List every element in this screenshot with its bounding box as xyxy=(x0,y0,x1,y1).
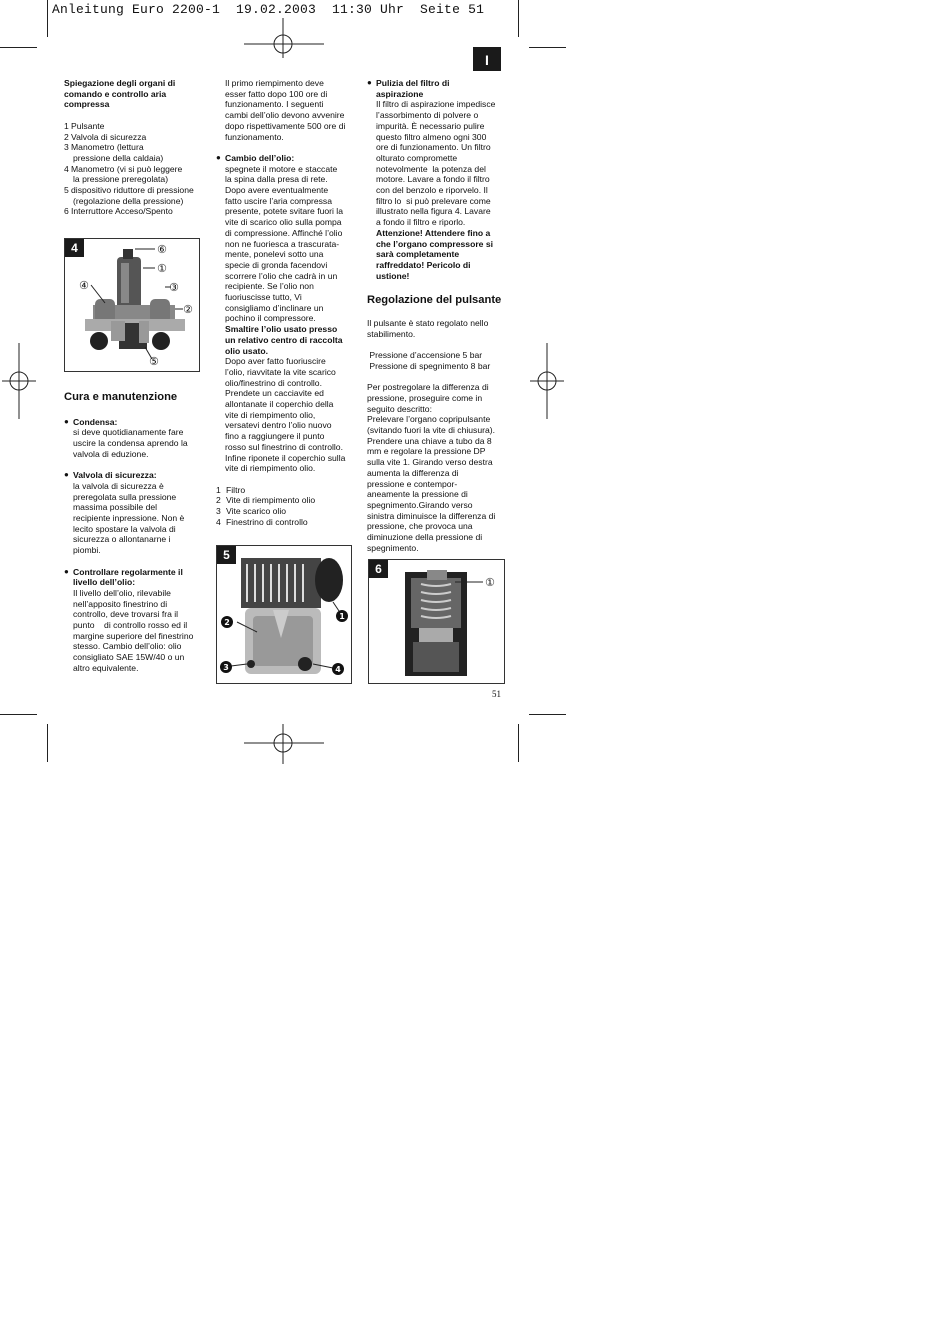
text-line: Prendete un cacciavite ed xyxy=(225,388,324,399)
registration-mark-right-icon xyxy=(530,343,564,419)
text-line: (svitando fuori la vite di chiusura). xyxy=(367,425,496,436)
callout-2: 2 xyxy=(224,618,230,627)
text-line: sinistra diminuisce la differenza di xyxy=(367,510,496,521)
text-line: rosso sul finestrino di controllo. xyxy=(225,441,343,452)
text-line: spegnete il motore e staccate xyxy=(225,163,338,174)
text-line: preregolata sulla pressione xyxy=(73,491,177,502)
text-line-bold: olio usato. xyxy=(225,345,268,356)
text-line: controllo, deve trovarsi fra il xyxy=(73,609,179,620)
text-line: consigliato SAE 15W/40 o un xyxy=(73,652,185,663)
list-item: 4 Manometro (vi si può leggere xyxy=(64,163,183,174)
text-line: seguito descritto: xyxy=(367,403,432,414)
crop-mark xyxy=(518,724,519,762)
text-line-bold: Smaltire l’olio usato presso xyxy=(225,324,338,335)
pressure-on-line: Pressione d’accensione 5 bar xyxy=(367,350,483,361)
pulizia-title: ● Pulizia del filtro di xyxy=(367,78,509,89)
column-2 xyxy=(216,78,358,528)
text-line: valvola di eduzione. xyxy=(73,448,149,459)
callout-1: 1 xyxy=(339,612,345,621)
text-line: motore. Lavare a fondo il filtro xyxy=(376,174,490,185)
column-1-lower xyxy=(64,392,206,674)
warning-line: Attenzione! Attendere fino a xyxy=(376,227,491,238)
text-line: nell’apposito finestrino di xyxy=(73,598,168,609)
text-line: Il filtro di aspirazione impedisce xyxy=(376,99,496,110)
text-line: fatto uscire l’aria compressa xyxy=(225,195,332,206)
text-line: non ne fuoriesca a trascurata- xyxy=(225,238,340,249)
column-1 xyxy=(64,78,206,217)
text-line: illustrato nella figura 4. Lavare xyxy=(376,206,491,217)
pressure-switch-open-illustration xyxy=(369,560,504,683)
text-line: vite di riempimento olio, xyxy=(225,409,316,420)
section-title-regolazione: Regolazione del pulsante xyxy=(367,294,502,307)
text-line: l’olio, riavvitate la vite scarico xyxy=(225,366,336,377)
cambio-title: ● Cambio dell’olio: xyxy=(216,153,358,164)
callout-2: ② xyxy=(183,303,193,316)
callout-3: 3 xyxy=(223,663,229,672)
list-item: 1 Pulsante xyxy=(64,120,105,131)
text-line: fino a raggiungere il punto xyxy=(225,431,325,442)
livello-title-cont: livello dell’olio: xyxy=(73,577,136,588)
text-line: Prelevare l’organo copripulsante xyxy=(367,414,491,425)
list-item: 4 Finestrino di controllo xyxy=(216,516,308,527)
text-line: spegnimento.Girando verso xyxy=(367,499,473,510)
list-item: 1 Filtro xyxy=(216,484,246,495)
callout-1: ① xyxy=(157,262,167,275)
livello-title: ● Controllare regolarmente il xyxy=(64,567,206,578)
text-line: altro equivalente. xyxy=(73,662,139,673)
text-line: mm e regolare la pressione DP xyxy=(367,446,486,457)
text-line: sicurezza o allontanarne i xyxy=(73,534,171,545)
text-line: la spina dalla presa di rete. xyxy=(225,174,328,185)
callout-4: ④ xyxy=(79,279,89,292)
crop-mark xyxy=(0,714,37,715)
warning-line: sarà completamente xyxy=(376,249,460,260)
text-line: diminuzione della pressione di xyxy=(367,532,483,543)
text-line: pochino il compressore. xyxy=(225,313,316,324)
callout-1: ① xyxy=(485,576,495,589)
text-line: sulla vite 1. Girando verso destra xyxy=(367,457,493,468)
text-line: scorrere l’olio che cadrà in un xyxy=(225,270,338,281)
figure-5 xyxy=(216,545,352,684)
text-line: pressione e contempor- xyxy=(367,478,458,489)
valvola-title: ● Valvola di sicurezza: xyxy=(64,470,206,481)
text-line: funzionamento. xyxy=(225,131,284,142)
text-line: recipiente. Se l’olio non xyxy=(225,281,314,292)
text-line: mente, ponelevi sotto una xyxy=(225,249,324,260)
text-line: allontanate il coperchio della xyxy=(225,399,334,410)
text-line: Dopo avere eventualmente xyxy=(225,185,329,196)
text-line: ore di funzionamento. Un filtro xyxy=(376,142,491,153)
text-line: Infine riponete il coperchio sulla xyxy=(225,452,346,463)
column-3 xyxy=(367,78,509,554)
text-line: l’assorbimento di polvere o xyxy=(376,110,479,121)
list-item: 3 Vite scarico olio xyxy=(216,506,287,517)
pressure-off-line: Pressione di spegnimento 8 bar xyxy=(367,360,491,371)
text-line: recipiente inpressione. Non è xyxy=(73,513,185,524)
callout-5: ⑤ xyxy=(149,355,159,368)
text-line: impurità. È necessario pulire xyxy=(376,120,485,131)
text-line: Il livello dell’olio, rilevabile xyxy=(73,587,171,598)
text-line: margine superiore del finestrino xyxy=(73,630,194,641)
crop-mark xyxy=(0,47,37,48)
text-line: con del benzolo e riporvelo. Il xyxy=(376,185,488,196)
callout-3: ③ xyxy=(169,281,179,294)
registration-mark-bottom-icon xyxy=(244,724,324,764)
language-tab: I xyxy=(473,47,501,71)
list-item-cont: la pressione preregolata) xyxy=(73,174,169,185)
text-line: a fondo il filtro e riporlo. xyxy=(376,217,466,228)
list-item-cont: pressione della caldaia) xyxy=(73,152,164,163)
pressure-switch-illustration xyxy=(65,239,199,371)
registration-mark-top-icon xyxy=(244,18,324,58)
crop-mark xyxy=(529,47,566,48)
text-line: Per postregolare la differenza di xyxy=(367,382,489,393)
crop-mark xyxy=(529,714,566,715)
text-line: la valvola di sicurezza è xyxy=(73,480,164,491)
warning-line: ustione! xyxy=(376,270,410,281)
text-line: olio/finestrino di controllo. xyxy=(225,377,322,388)
pulizia-title-cont: aspirazione xyxy=(376,88,424,99)
text-line: di compressione. Affinché l’olio xyxy=(225,227,343,238)
list-item: 2 Valvola di sicurezza xyxy=(64,131,147,142)
text-line: vite di riempimento olio. xyxy=(225,463,316,474)
text-line: cambi dell’olio devono avvenire xyxy=(225,110,345,121)
text-line: spegnimento. xyxy=(367,542,419,553)
figure-6 xyxy=(368,559,505,684)
figure-number: 4 xyxy=(65,239,84,257)
list-item: 3 Manometro (lettura xyxy=(64,142,144,153)
text-line: dopo rispettivamente 500 ore di xyxy=(225,120,346,131)
text-line: punto di controllo rosso ed il xyxy=(73,620,188,631)
text-line: Dopo aver fatto fuoriuscire xyxy=(225,356,326,367)
text-line: vite di scarico olio sulla pompa xyxy=(225,217,342,228)
text-line: Prendere una chiave a tubo da 8 xyxy=(367,435,492,446)
text-line: si deve quotidianamente fare xyxy=(73,427,184,438)
crop-mark xyxy=(47,0,48,37)
text-line: pressione, che provoca una xyxy=(367,521,473,532)
condensa-title: ● Condensa: xyxy=(64,417,206,428)
text-line: uscire la condensa aprendo la xyxy=(73,438,188,449)
compressor-pump-illustration xyxy=(217,546,351,683)
text-line: Il primo riempimento deve xyxy=(225,78,324,88)
text-line: specie di gronda facendovi xyxy=(225,259,328,270)
list-item: 2 Vite di riempimento olio xyxy=(216,495,316,506)
page-number: 51 xyxy=(492,689,501,699)
text-line: pressione, proseguire come in xyxy=(367,392,483,403)
text-line: olturato compromette xyxy=(376,152,458,163)
warning-line: raffreddato! Pericolo di xyxy=(376,259,471,270)
callout-6: ⑥ xyxy=(157,243,167,256)
registration-mark-left-icon xyxy=(2,343,36,419)
crop-mark xyxy=(47,724,48,762)
text-line: questo filtro almeno ogni 300 xyxy=(376,131,487,142)
intro-title-line: compressa xyxy=(64,99,110,110)
text-line: esser fatto dopo 100 ore di xyxy=(225,88,328,99)
list-item-cont: (regolazione della pressione) xyxy=(73,195,184,206)
text-line: versatevi dentro l’olio nuovo xyxy=(225,420,332,431)
text-line: fuoriuscisse tutto, Vi xyxy=(225,292,302,303)
intro-title-line: comando e controllo aria xyxy=(64,88,167,99)
warning-line: che l’organo compressore si xyxy=(376,238,494,249)
text-line: funzionamento. I seguenti xyxy=(225,99,324,110)
list-item: 6 Interruttore Acceso/Spento xyxy=(64,206,173,217)
text-line: massima possibile del xyxy=(73,502,158,513)
text-line-bold: un relativo centro di raccolta xyxy=(225,334,343,345)
intro-title-line: Spiegazione degli organi di xyxy=(64,78,176,88)
controls-list xyxy=(64,121,206,217)
print-slug-header: Anleitung Euro 2200-1 19.02.2003 11:30 Uhr Seite 51 xyxy=(52,2,485,17)
text-line: lecito spostare la valvola di xyxy=(73,523,176,534)
callout-4: 4 xyxy=(335,665,341,674)
text-line: Il pulsante è stato regolato nello xyxy=(367,318,489,329)
crop-mark xyxy=(518,0,519,37)
text-line: notevolmente la potenza del xyxy=(376,163,486,174)
text-line: filtro lo si può prelevare come xyxy=(376,195,491,206)
list-item: 5 dispositivo riduttore di pressione xyxy=(64,185,194,196)
text-line: presente, potete svitare fuori la xyxy=(225,206,343,217)
figure-number: 6 xyxy=(369,560,388,578)
section-title-maintenance: Cura e manutenzione xyxy=(64,391,178,403)
text-line: stabilimento. xyxy=(367,328,416,339)
text-line: aneamente la pressione di xyxy=(367,489,468,500)
text-line: piombi. xyxy=(73,545,101,556)
figure-4 xyxy=(64,238,200,372)
figure-number: 5 xyxy=(217,546,236,564)
text-line: consigliamo d’inclinare un xyxy=(225,302,324,313)
text-line: aumenta la differenza di xyxy=(367,467,459,478)
text-line: stesso. Cambio dell’olio: olio xyxy=(73,641,182,652)
